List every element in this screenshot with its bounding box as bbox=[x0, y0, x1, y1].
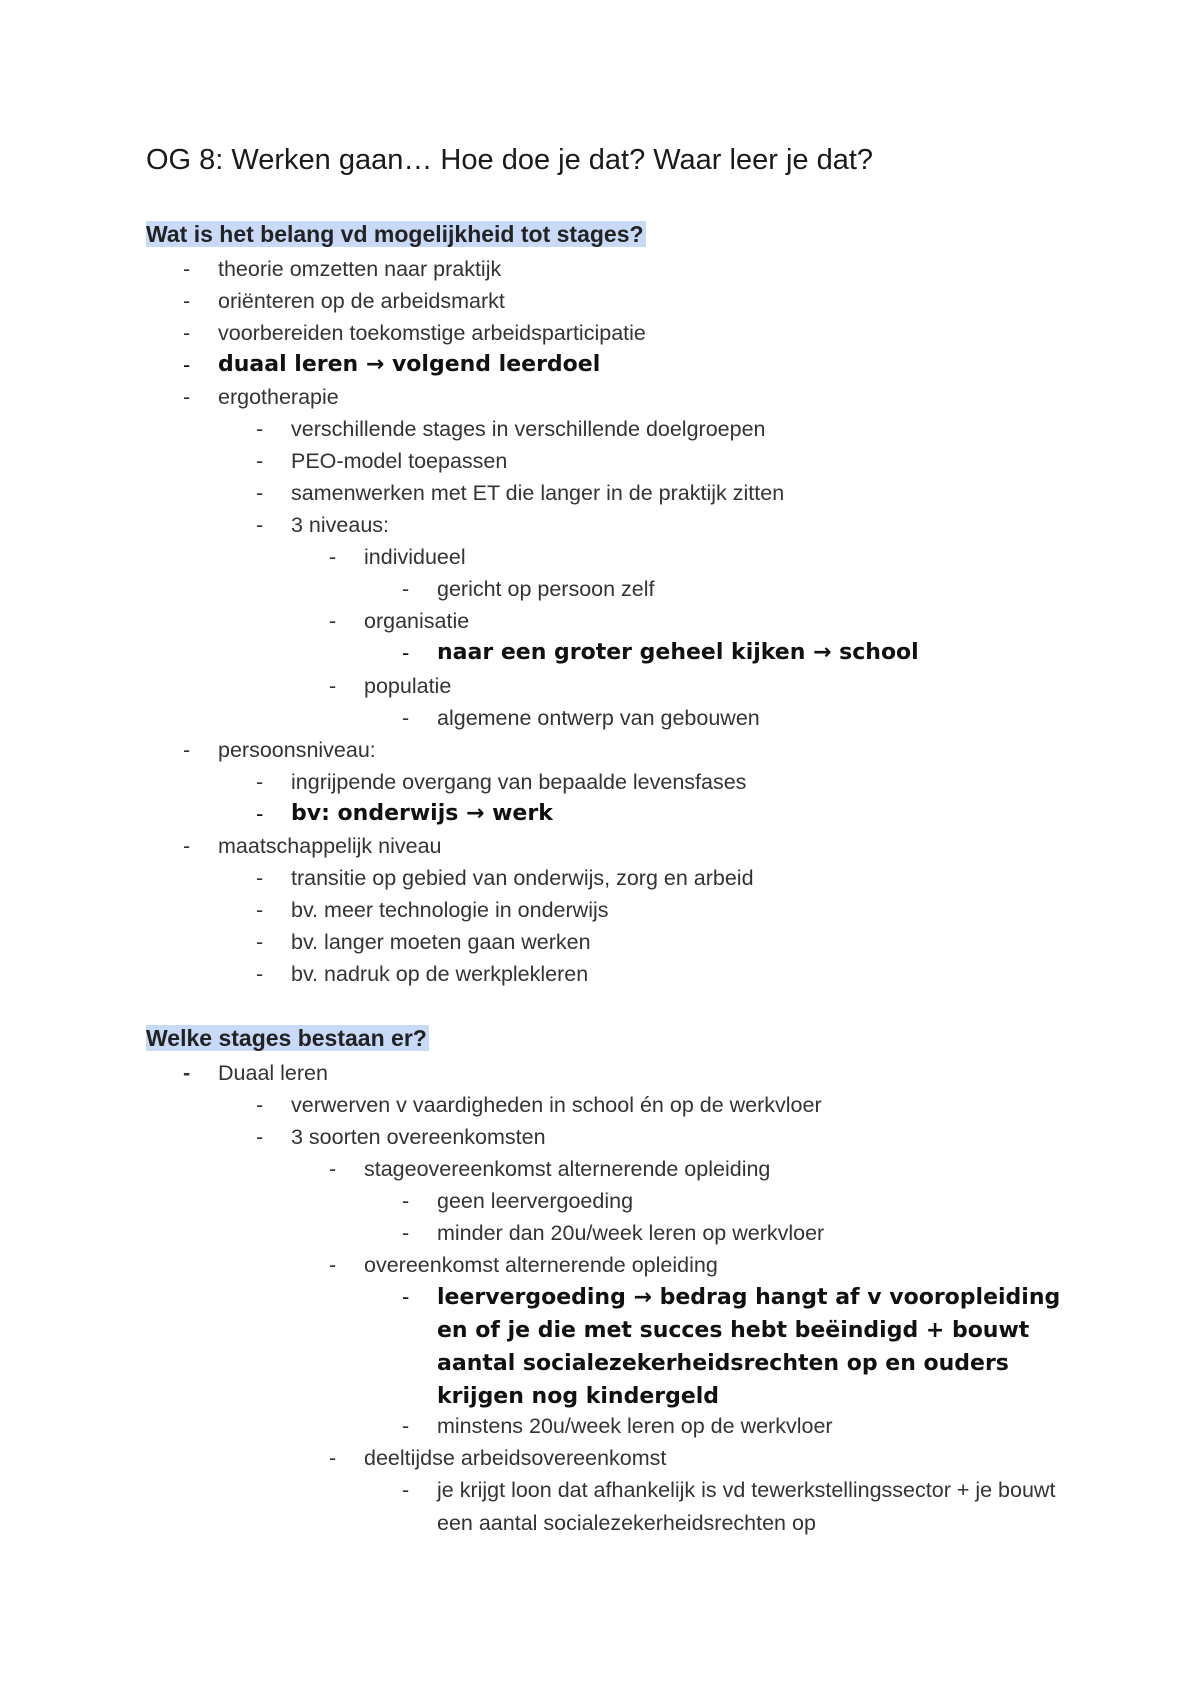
list-item: - ingrijpende overgang van bepaalde levensfases bbox=[256, 770, 747, 794]
list-item: - geen leervergoeding bbox=[402, 1189, 634, 1213]
list-item: - theorie omzetten naar praktijk bbox=[183, 257, 502, 281]
list-item: - deeltijdse arbeidsovereenkomst bbox=[329, 1446, 667, 1470]
list-item: - persoonsniveau: bbox=[183, 738, 376, 762]
section-heading-welke-stages: Welke stages bestaan er? bbox=[146, 1025, 427, 1051]
list-item: - Duaal leren bbox=[183, 1061, 328, 1085]
list-item-bold: - leervergoeding → bedrag hangt af v vooropleiding en of je die met succes hebt beëindigd + bouwt aantal socialezekerheidsrechten op en ouders krijgen nog kindergeld bbox=[402, 1284, 1061, 1409]
list-item: - bv. nadruk op de werkplekleren bbox=[256, 962, 589, 986]
list-item: - algemene ontwerp van gebouwen bbox=[402, 706, 760, 730]
list-item: - je krijgt loon dat afhankelijk is vd tewerkstellingssector + je bouwt een aantal socialezekerheidsrechten op bbox=[402, 1478, 1056, 1535]
section-heading-stages-belang: Wat is het belang vd mogelijkheid tot stages? bbox=[146, 221, 644, 247]
list-item: - organisatie bbox=[329, 609, 470, 633]
list-item: - minder dan 20u/week leren op werkvloer bbox=[402, 1221, 825, 1245]
list-item: - transitie op gebied van onderwijs, zorg en arbeid bbox=[256, 866, 754, 890]
list-item: - overeenkomst alternerende opleiding bbox=[329, 1253, 718, 1277]
list-item: - verschillende stages in verschillende doelgroepen bbox=[256, 417, 766, 441]
list-item: - samenwerken met ET die langer in de praktijk zitten bbox=[256, 481, 785, 505]
list-item: - populatie bbox=[329, 674, 452, 698]
list-item-bold: - bv: onderwijs → werk bbox=[256, 801, 553, 826]
list-item-bold: - naar een groter geheel kijken → school bbox=[402, 640, 919, 665]
list-item: - ergotherapie bbox=[183, 385, 339, 409]
list-item: - oriënteren op de arbeidsmarkt bbox=[183, 289, 505, 313]
page-title: OG 8: Werken gaan… Hoe doe je dat? Waar leer je dat? bbox=[146, 144, 874, 176]
list-item: - PEO-model toepassen bbox=[256, 449, 508, 473]
list-item: - 3 niveaus: bbox=[256, 513, 390, 537]
list-item-bold: - duaal leren → volgend leerdoel bbox=[183, 352, 601, 377]
list-item: - gericht op persoon zelf bbox=[402, 577, 655, 601]
list-item: - individueel bbox=[329, 545, 466, 569]
list-item: - bv. langer moeten gaan werken bbox=[256, 930, 591, 954]
list-item: - 3 soorten overeenkomsten bbox=[256, 1125, 546, 1149]
list-item: - voorbereiden toekomstige arbeidsparticipatie bbox=[183, 321, 646, 345]
list-item: - stageovereenkomst alternerende opleiding bbox=[329, 1157, 771, 1181]
list-item: - bv. meer technologie in onderwijs bbox=[256, 898, 609, 922]
list-item: - minstens 20u/week leren op de werkvloer bbox=[402, 1414, 833, 1438]
list-item: - verwerven v vaardigheden in school én op de werkvloer bbox=[256, 1093, 822, 1117]
list-item: - maatschappelijk niveau bbox=[183, 834, 442, 858]
